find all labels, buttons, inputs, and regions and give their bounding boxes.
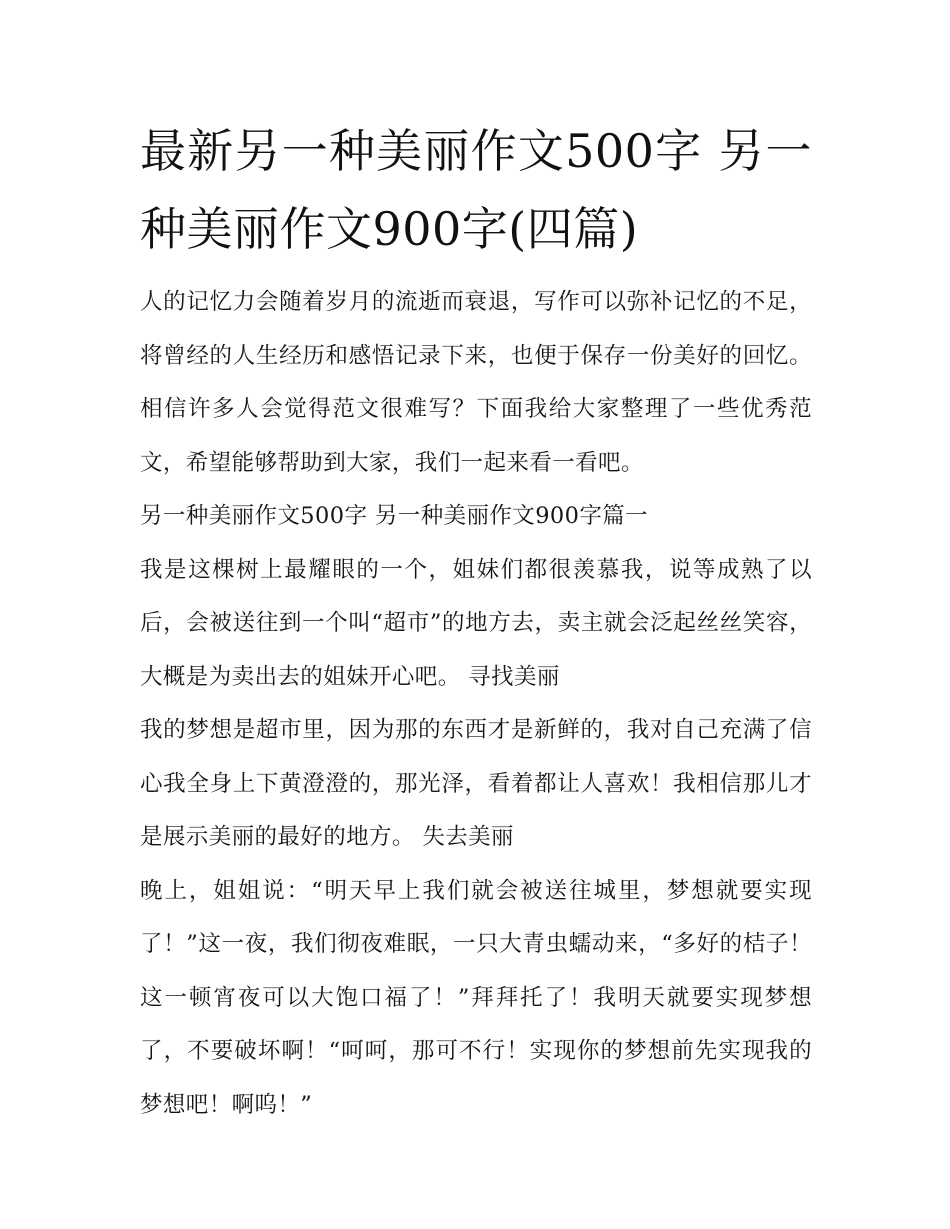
intro-paragraph: 人的记忆力会随着岁月的流逝而衰退，写作可以弥补记忆的不足，将曾经的人生经历和感悟记录下来，也便于保存一份美好的回忆。相信许多人会觉得范文很难写？下面我给大家整理了一些优秀范文，希望能够帮助到大家，我们一起来看一看吧。 — [140, 289, 812, 476]
body-paragraph: 晚上，姐姐说：“明天早上我们就会被送往城里，梦想就要实现了！”这一夜，我们彻夜难眠，一只大青虫蠕动来，“多好的桔子！这一顿宵夜可以大饱口福了！”拜拜托了！我明天就要实现梦想了，不要破坏啊！“呵呵，那可不行！实现你的梦想前先实现我的梦想吧！啊呜！” — [140, 877, 812, 1118]
body-paragraph: 我是这棵树上最耀眼的一个，姐妹们都很羡慕我，说等成熟了以后，会被送往到一个叫“超市”的地方去，卖主就会泛起丝丝笑容，大概是为卖出去的姐妹开心吧。 寻找美丽 — [140, 556, 812, 690]
document-title: 最新另一种美丽作文500字 另一种美丽作文900字(四篇) — [140, 124, 812, 256]
section-heading: 另一种美丽作文500字 另一种美丽作文900字篇一 — [140, 503, 649, 529]
document-body — [140, 112, 812, 1132]
body-paragraph: 我的梦想是超市里，因为那的东西才是新鲜的，我对自己充满了信心我全身上下黄澄澄的，那光泽，看着都让人喜欢！我相信那儿才是展示美丽的最好的地方。 失去美丽 — [140, 717, 812, 850]
